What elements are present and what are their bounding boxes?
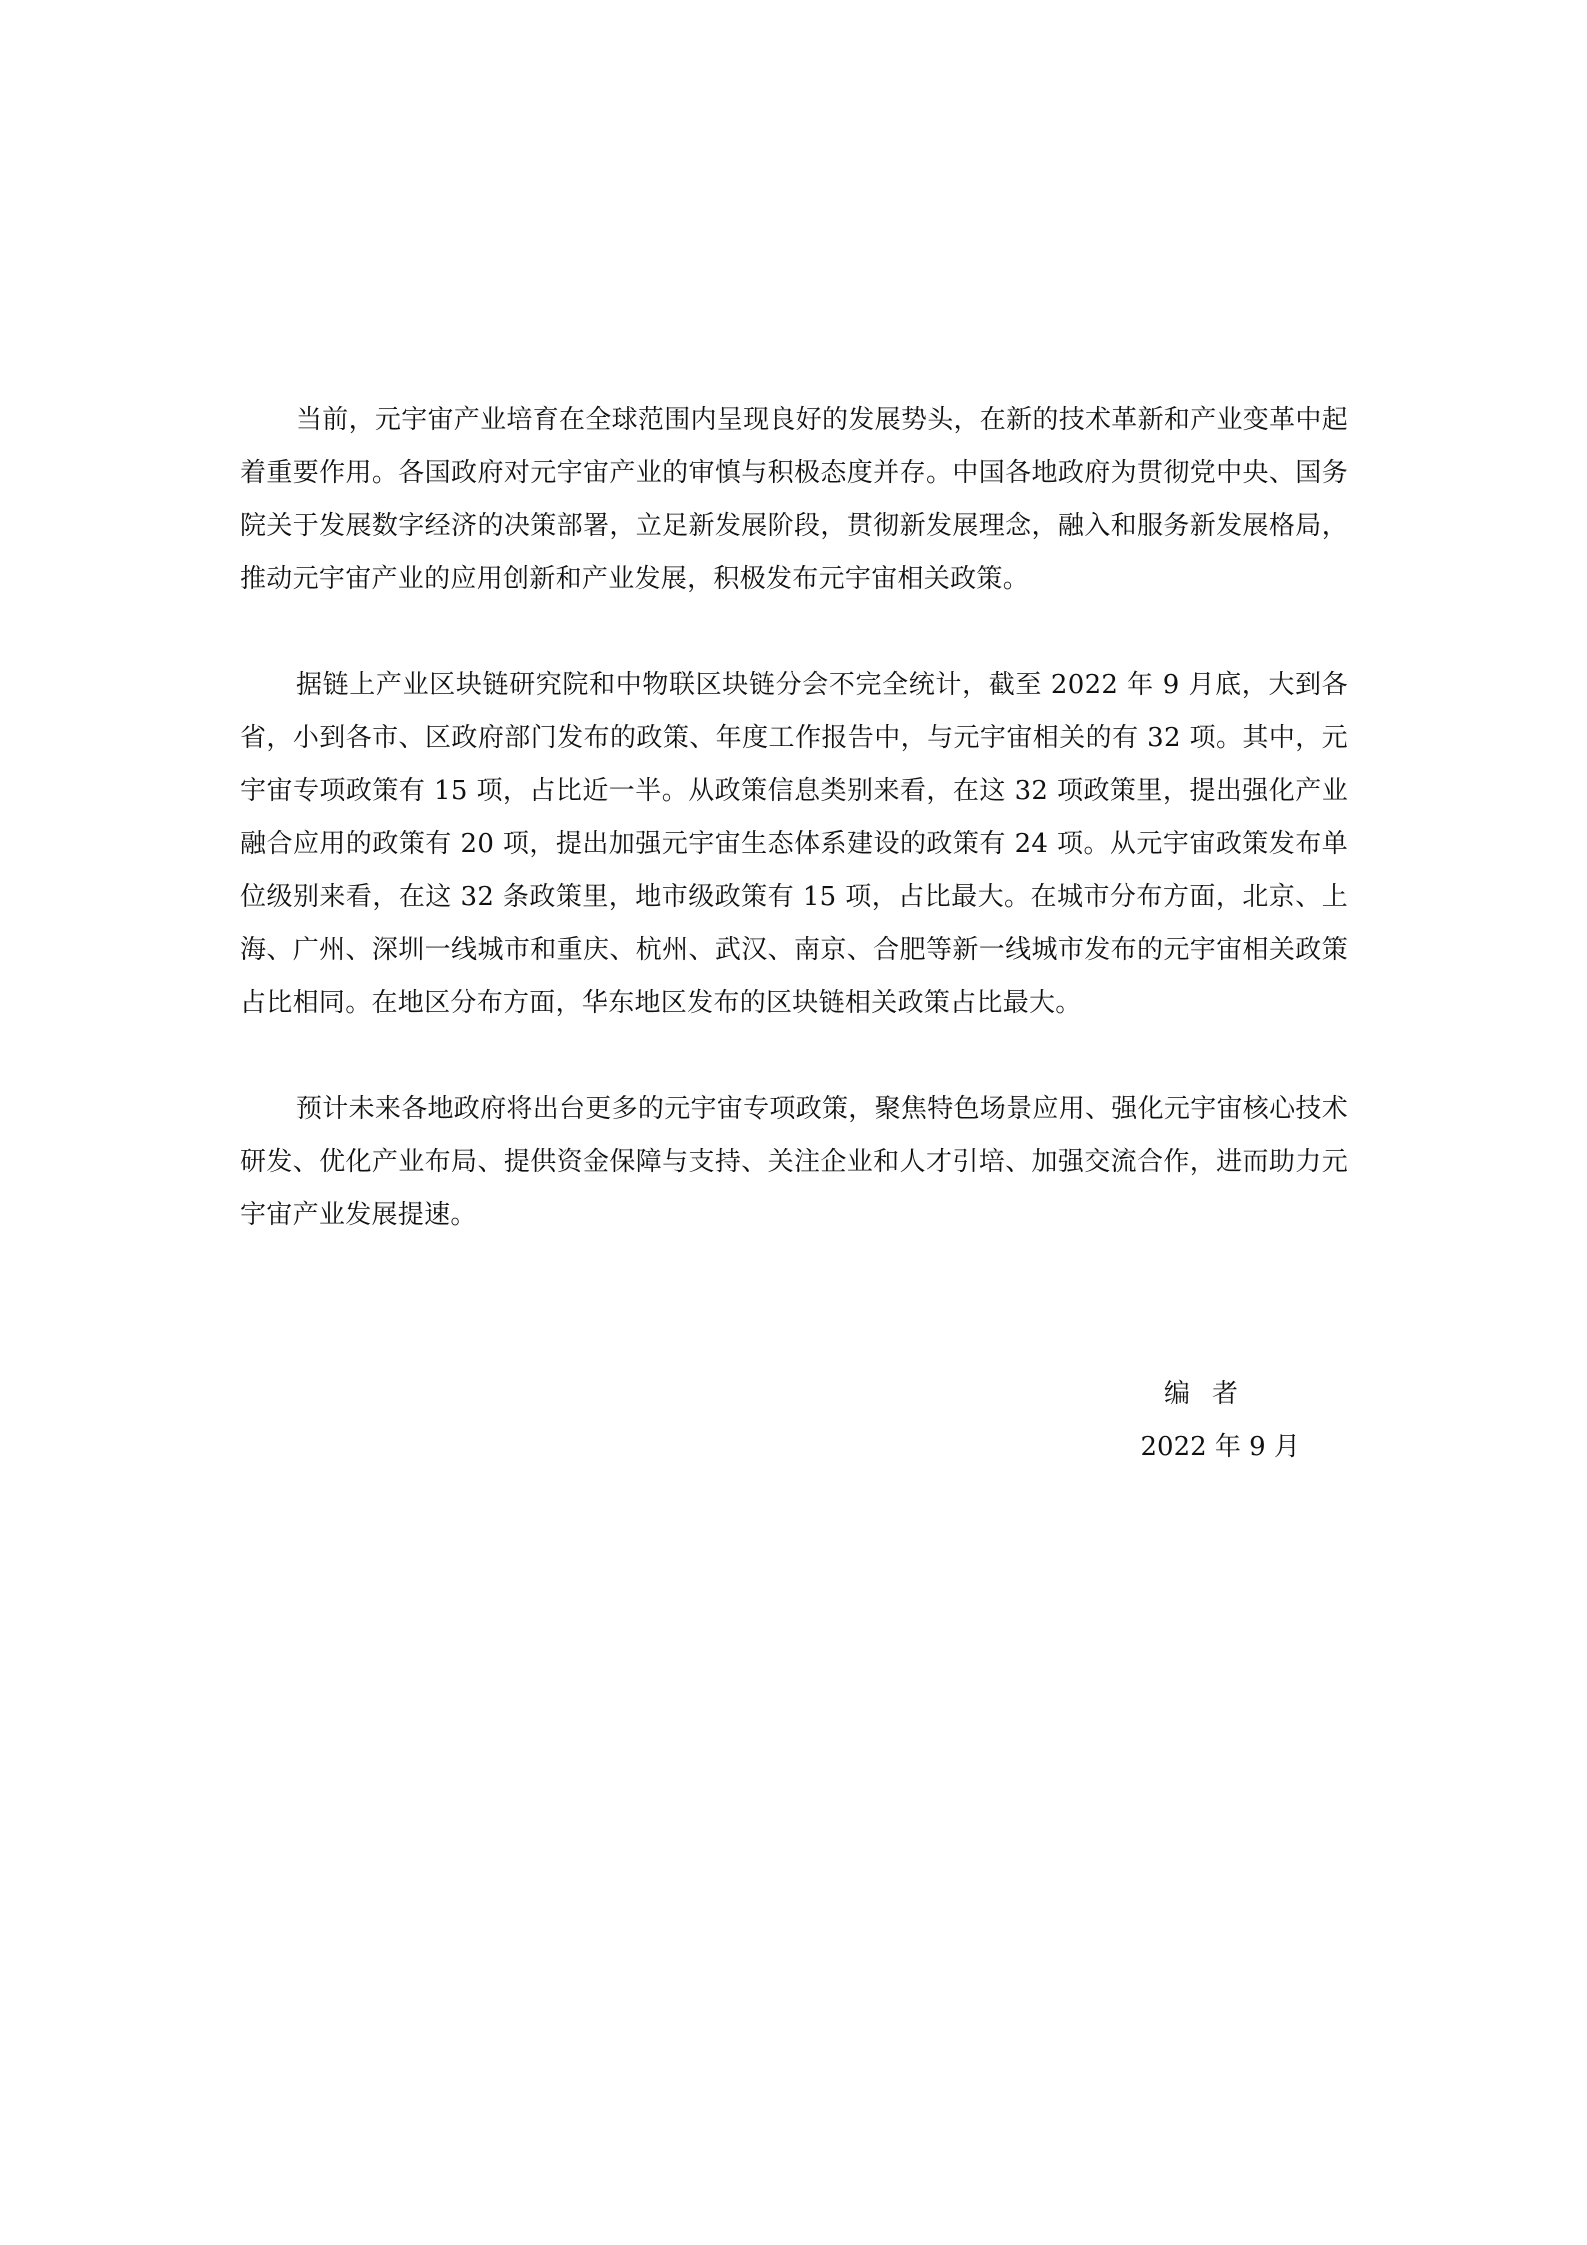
signature-date: 2022 年 9 月 (1140, 1432, 1300, 1462)
signature-author: 编者 (1163, 1379, 1260, 1409)
paragraph-statistics: 据链上产业区块链研究院和中物联区块链分会不完全统计，截至 2022 年 9 月底，大到各省，小到各市、区政府部门发布的政策、年度工作报告中，与元宇宙相关的有 32 项。其中，元宇宙专项政策有 15 项，占比近一半。从政策信息类别来看，在这 32 项政策里，提出强化产业融合应用的政策有 20 项，提出加强元宇宙生态体系建设的政策有 24 项。从元宇宙政策发布单位级别来看，在这 32 条政策里，地市级政策有 15 项，占比最大。在城市分布方面，北京、上海、广州、深圳一线城市和重庆、杭州、武汉、南京、合肥等新一线城市发布的元宇宙相关政策占比相同。在地区分布方面，华东地区发布的区块链相关政策占比最大。 (240, 670, 1348, 1018)
paragraph-outlook: 预计未来各地政府将出台更多的元宇宙专项政策，聚焦特色场景应用、强化元宇宙核心技术研发、优化产业布局、提供资金保障与支持、关注企业和人才引培、加强交流合作，进而助力元宇宙产业发展提速。 (240, 1094, 1349, 1230)
paragraph-intro: 当前，元宇宙产业培育在全球范围内呈现良好的发展势头，在新的技术革新和产业变革中起着重要作用。各国政府对元宇宙产业的审慎与积极态度并存。中国各地政府为贯彻党中央、国务院关于发展数字经济的决策部署，立足新发展阶段，贯彻新发展理念，融入和服务新发展格局，推动元宇宙产业的应用创新和产业发展，积极发布元宇宙相关政策。 (240, 405, 1349, 594)
body-text (240, 394, 1348, 1242)
signature-block (1000, 1368, 1300, 1474)
